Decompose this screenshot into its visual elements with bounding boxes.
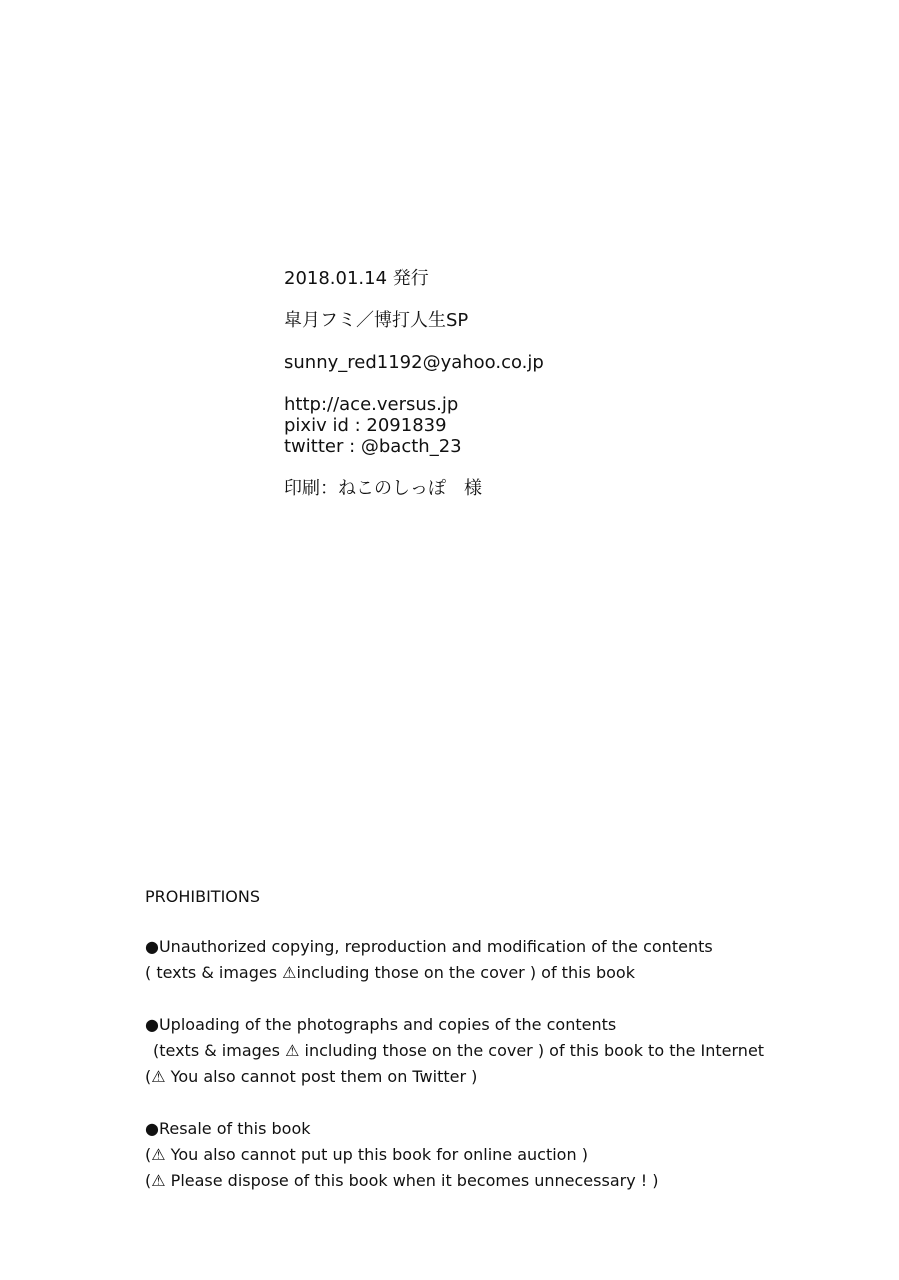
prohibition-line: (⚠ Please dispose of this book when it becomes unnecessary ! ) (145, 1171, 659, 1190)
printer-credit: 印刷：ねこのしっぽ 様 (284, 478, 482, 499)
prohibitions-heading: PROHIBITIONS (145, 887, 261, 906)
author-circle: 皐月フミ／博打人生SP (284, 310, 469, 331)
prohibition-line: ( texts & images ⚠including those on the cover ) of this book (145, 963, 635, 982)
contact-email: sunny_red1192@yahoo.co.jp (284, 352, 544, 373)
prohibition-line: (⚠ You also cannot post them on Twitter ) (145, 1067, 478, 1086)
prohibition-item-copying (145, 934, 875, 986)
pixiv-id: pixiv id : 2091839 (284, 415, 447, 436)
twitter-handle: twitter : @bacth_23 (284, 436, 462, 457)
prohibition-line: (⚠ You also cannot put up this book for online auction ) (145, 1145, 588, 1164)
website-url: http://ace.versus.jp (284, 394, 459, 415)
publication-date: 2018.01.14 発行 (284, 268, 429, 289)
prohibition-item-uploading (145, 1012, 875, 1090)
prohibition-line: ●Uploading of the photographs and copies of the contents (145, 1015, 617, 1034)
prohibition-line: ●Resale of this book (145, 1119, 311, 1138)
colophon (284, 268, 544, 499)
prohibitions-section (145, 884, 875, 1220)
prohibition-line: ●Unauthorized copying, reproduction and modification of the contents (145, 937, 713, 956)
prohibition-line: (texts & images ⚠ including those on the cover ) of this book to the Internet (153, 1041, 765, 1060)
prohibition-item-resale (145, 1116, 875, 1194)
